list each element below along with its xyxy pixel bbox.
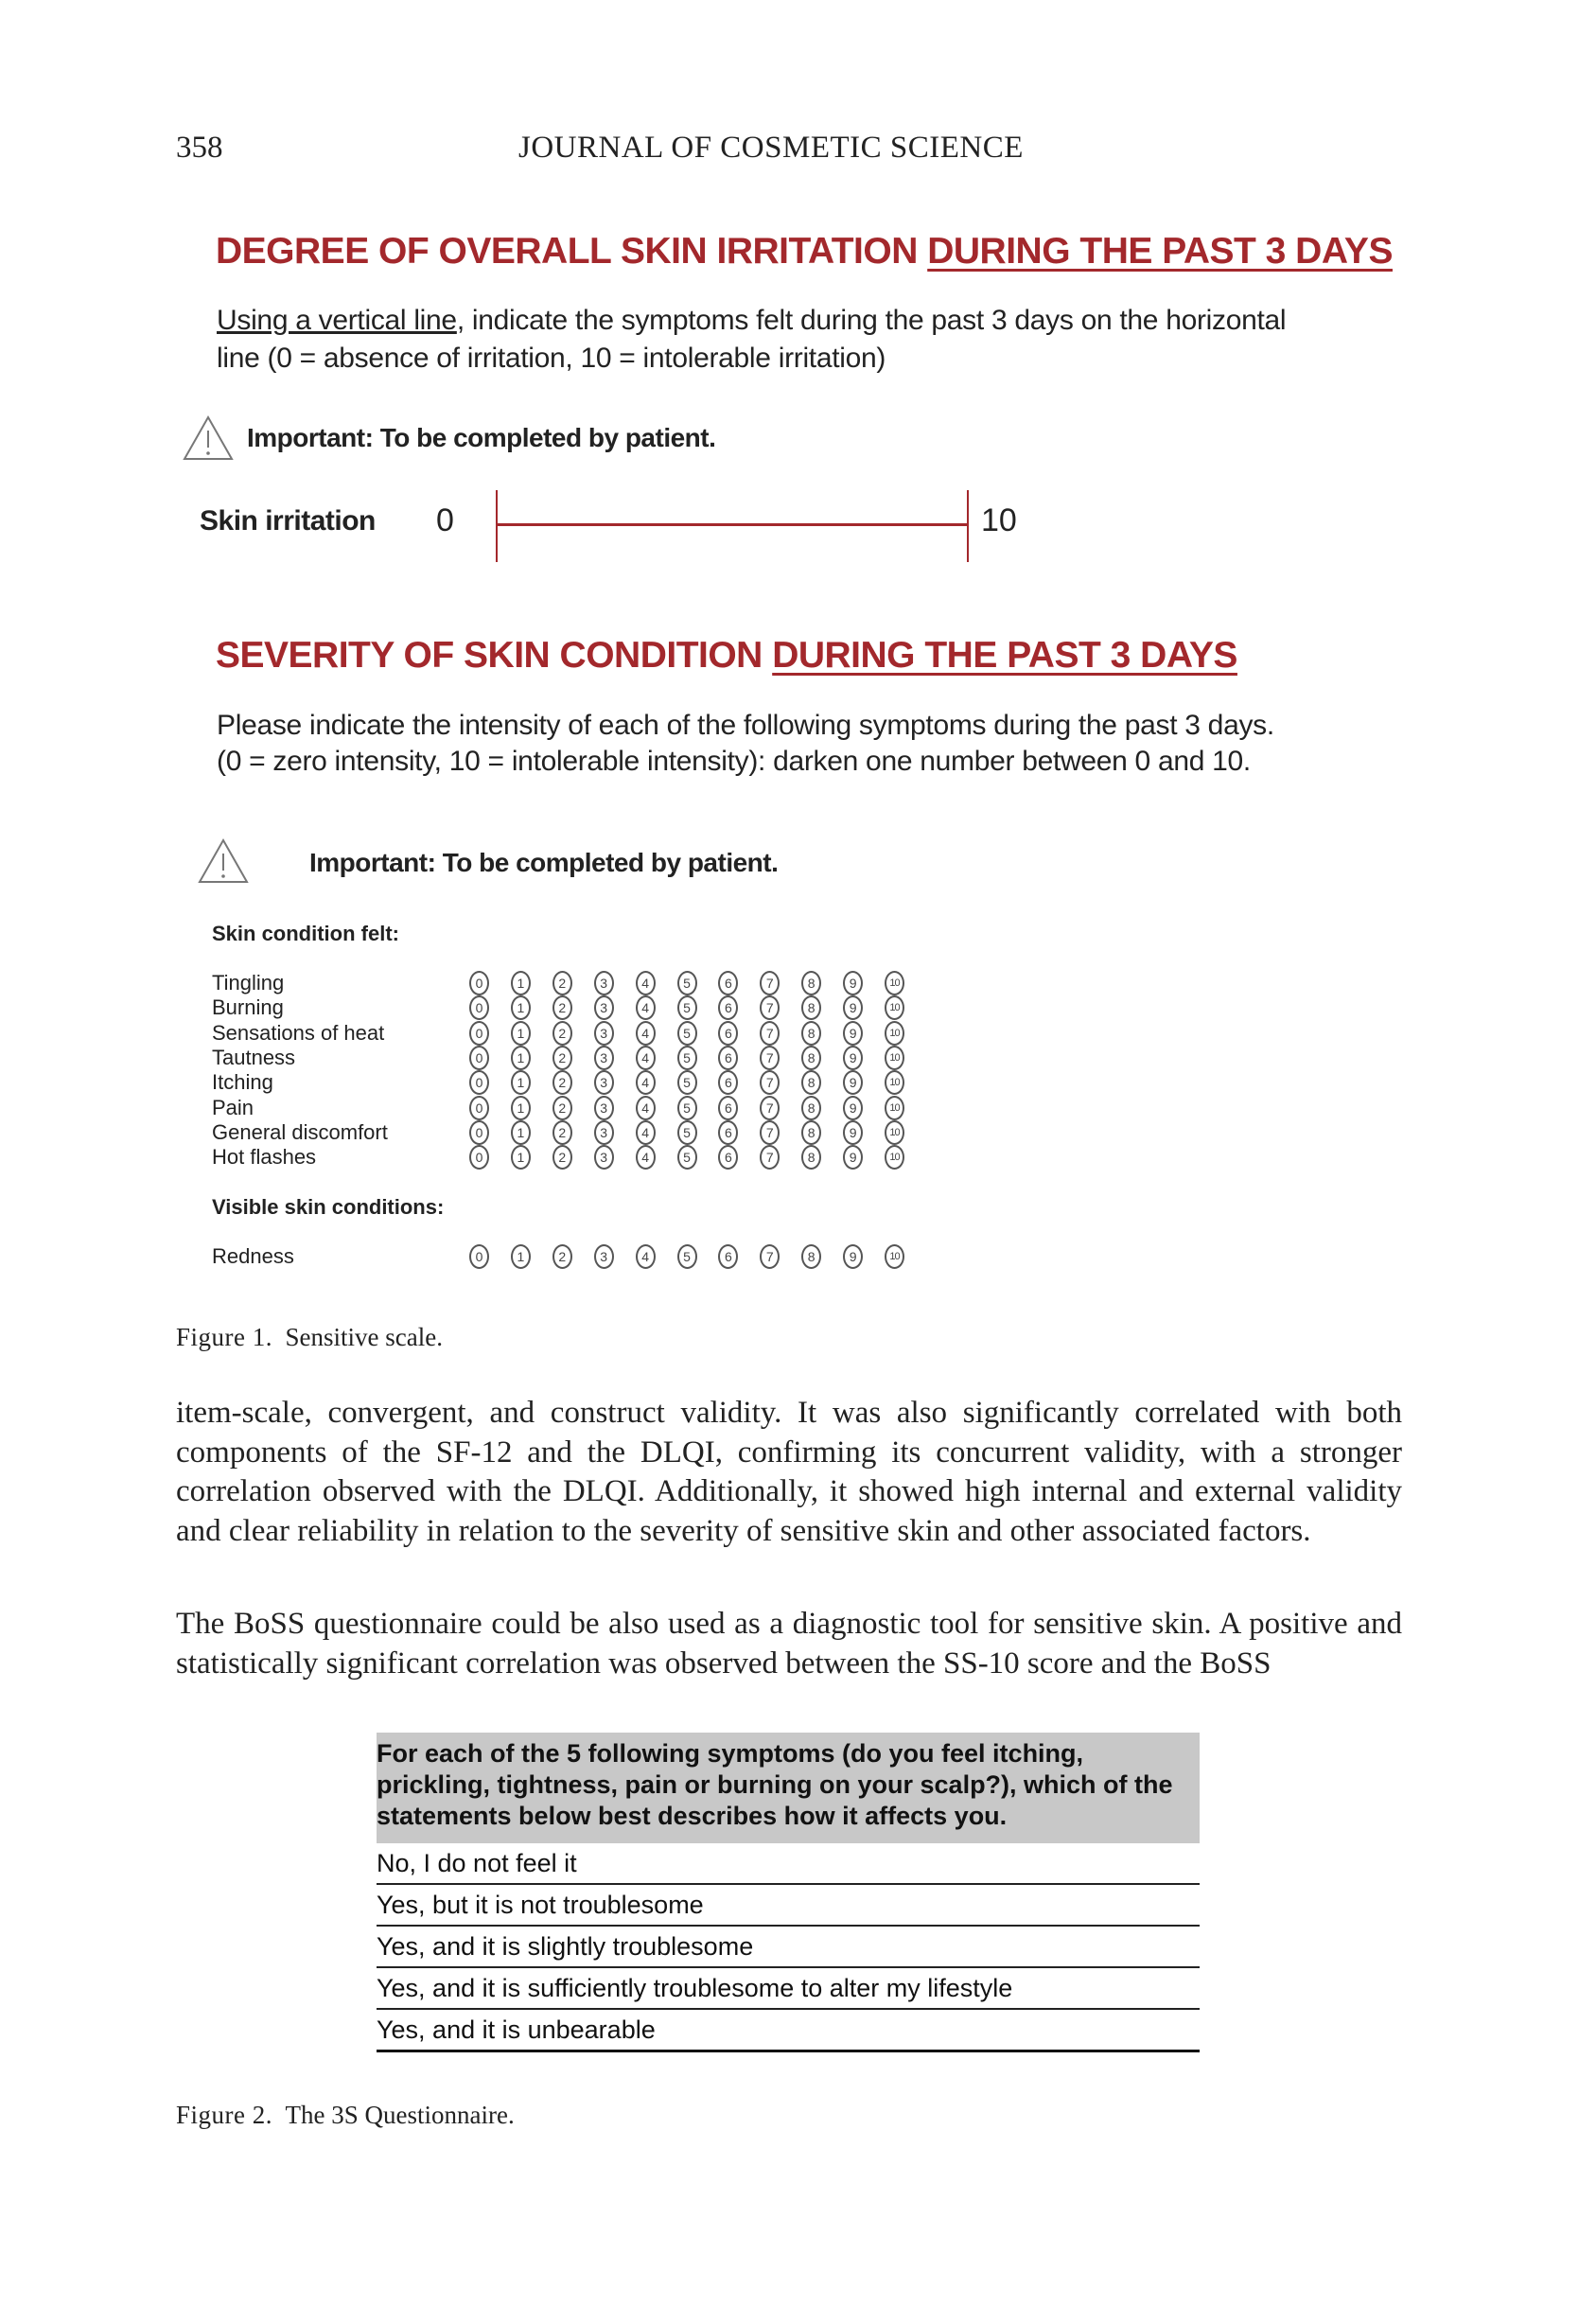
rating-option-10[interactable]: 10	[885, 1120, 904, 1145]
scale-left-tick	[496, 490, 498, 562]
skin-irritation-vas-line[interactable]	[497, 523, 968, 526]
section1-important-note: Important: To be completed by patient.	[247, 423, 716, 452]
rating-option-9[interactable]: 9	[843, 1120, 863, 1145]
rating-option-7[interactable]: 7	[760, 1021, 780, 1046]
rating-option-10[interactable]: 10	[885, 995, 904, 1020]
rating-option-2[interactable]: 2	[552, 1021, 572, 1046]
warning-icon	[197, 837, 250, 885]
section2-heading: SEVERITY OF SKIN CONDITION DURING THE PAST 3 DAYS	[216, 635, 1237, 676]
rating-option-8[interactable]: 8	[801, 1120, 821, 1145]
rating-option-1[interactable]: 1	[511, 971, 531, 995]
answer-option-row: Yes, and it is slightly troublesome	[377, 1927, 1200, 1968]
rating-option-1[interactable]: 1	[511, 1046, 531, 1070]
rating-option-2[interactable]: 2	[552, 1120, 572, 1145]
rating-option-7[interactable]: 7	[760, 1096, 780, 1120]
rating-option-10[interactable]: 10	[885, 1021, 904, 1046]
skin-irritation-label: Skin irritation	[200, 505, 376, 537]
rating-option-8[interactable]: 8	[801, 1096, 821, 1120]
skin-condition-felt-heading: Skin condition felt:	[212, 922, 399, 945]
running-header: JOURNAL OF COSMETIC SCIENCE	[518, 131, 1024, 165]
rating-option-6[interactable]: 6	[718, 971, 738, 995]
rating-option-3[interactable]: 3	[594, 971, 614, 995]
rating-option-4[interactable]: 4	[636, 1120, 656, 1145]
rating-option-10[interactable]: 10	[885, 1046, 904, 1070]
rating-option-7[interactable]: 7	[760, 1145, 780, 1170]
rating-option-9[interactable]: 9	[843, 1244, 863, 1269]
figure1-caption: Figure 1. Sensitive scale.	[176, 1323, 443, 1351]
symptom-label: General discomfort	[212, 1119, 388, 1144]
rating-option-8[interactable]: 8	[801, 1070, 821, 1095]
section2-instruction-line1: Please indicate the intensity of each of the following symptoms during the past 3 days.	[217, 710, 1274, 741]
rating-option-0[interactable]: 0	[469, 1120, 489, 1145]
rating-option-5[interactable]: 5	[677, 1021, 697, 1046]
section1-instruction-line1: Using a vertical line, indicate the symptoms felt during the past 3 days on the horizontal	[217, 305, 1287, 336]
rating-option-9[interactable]: 9	[843, 1046, 863, 1070]
rating-option-2[interactable]: 2	[552, 1046, 572, 1070]
rating-option-1[interactable]: 1	[511, 1120, 531, 1145]
rating-option-3[interactable]: 3	[594, 1145, 614, 1170]
answer-option-row: No, I do not feel it	[377, 1843, 1200, 1885]
rating-option-7[interactable]: 7	[760, 1070, 780, 1095]
symptom-label: Redness	[212, 1244, 294, 1268]
rating-option-1[interactable]: 1	[511, 1244, 531, 1269]
section2-instruction-line2: (0 = zero intensity, 10 = intolerable intensity): darken one number between 0 and 10.	[217, 746, 1251, 777]
rating-option-2[interactable]: 2	[552, 995, 572, 1020]
scale-min-label: 0	[436, 502, 454, 538]
rating-option-6[interactable]: 6	[718, 1021, 738, 1046]
rating-option-4[interactable]: 4	[636, 971, 656, 995]
rating-option-3[interactable]: 3	[594, 1021, 614, 1046]
rating-option-6[interactable]: 6	[718, 1244, 738, 1269]
rating-option-8[interactable]: 8	[801, 1244, 821, 1269]
rating-option-3[interactable]: 3	[594, 995, 614, 1020]
rating-option-0[interactable]: 0	[469, 971, 489, 995]
rating-option-10[interactable]: 10	[885, 1070, 904, 1095]
section2-important-note: Important: To be completed by patient.	[309, 848, 779, 877]
rating-option-6[interactable]: 6	[718, 1096, 738, 1120]
visible-skin-conditions-heading: Visible skin conditions:	[212, 1195, 445, 1219]
rating-option-0[interactable]: 0	[469, 995, 489, 1020]
rating-option-5[interactable]: 5	[677, 1096, 697, 1120]
rating-option-4[interactable]: 4	[636, 995, 656, 1020]
3s-questionnaire-table	[377, 1733, 1200, 2052]
rating-option-4[interactable]: 4	[636, 1096, 656, 1120]
symptom-label: Sensations of heat	[212, 1020, 385, 1045]
symptom-label: Burning	[212, 995, 284, 1020]
rating-option-7[interactable]: 7	[760, 1046, 780, 1070]
rating-option-10[interactable]: 10	[885, 1096, 904, 1120]
rating-option-6[interactable]: 6	[718, 995, 738, 1020]
body-paragraph-2: The BoSS questionnaire could be also used as a diagnostic tool for sensitive skin. A positive and statistically significant correlation was observed between the SS-10 score and the BoSS	[176, 1607, 1402, 1681]
rating-option-3[interactable]: 3	[594, 1046, 614, 1070]
rating-option-8[interactable]: 8	[801, 1046, 821, 1070]
rating-option-2[interactable]: 2	[552, 971, 572, 995]
rating-option-10[interactable]: 10	[885, 971, 904, 995]
rating-option-4[interactable]: 4	[636, 1021, 656, 1046]
rating-option-9[interactable]: 9	[843, 1096, 863, 1120]
rating-option-8[interactable]: 8	[801, 1145, 821, 1170]
scale-right-tick	[967, 490, 969, 562]
rating-option-9[interactable]: 9	[843, 1145, 863, 1170]
symptom-label: Pain	[212, 1095, 254, 1119]
body-paragraph-1: item-scale, convergent, and construct validity. It was also significantly correlated with both components of the SF-12 and the DLQI, confirming its concurrent validity, with a stronger correlation observed with the DLQI. Additionally, it showed high internal and external validity and clear reliability in relation to the severity of sensitive skin and other associated factors.	[176, 1396, 1402, 1549]
symptom-label: Itching	[212, 1070, 273, 1095]
rating-option-2[interactable]: 2	[552, 1244, 572, 1269]
rating-option-9[interactable]: 9	[843, 1021, 863, 1046]
rating-option-6[interactable]: 6	[718, 1120, 738, 1145]
rating-option-9[interactable]: 9	[843, 1070, 863, 1095]
answer-option-row: Yes, and it is sufficiently troublesome to alter my lifestyle	[377, 1968, 1200, 2010]
rating-option-4[interactable]: 4	[636, 1244, 656, 1269]
rating-option-1[interactable]: 1	[511, 1070, 531, 1095]
symptom-label: Hot flashes	[212, 1145, 317, 1170]
rating-option-4[interactable]: 4	[636, 1046, 656, 1070]
rating-option-6[interactable]: 6	[718, 1145, 738, 1170]
rating-option-1[interactable]: 1	[511, 1145, 531, 1170]
rating-option-7[interactable]: 7	[760, 1244, 780, 1269]
rating-option-4[interactable]: 4	[636, 1070, 656, 1095]
rating-option-7[interactable]: 7	[760, 995, 780, 1020]
rating-option-5[interactable]: 5	[677, 1046, 697, 1070]
rating-option-0[interactable]: 0	[469, 1145, 489, 1170]
rating-option-10[interactable]: 10	[885, 1145, 904, 1170]
section1-heading: DEGREE OF OVERALL SKIN IRRITATION DURING THE PAST 3 DAYS	[216, 231, 1393, 272]
warning-icon	[182, 414, 235, 462]
rating-option-5[interactable]: 5	[677, 1070, 697, 1095]
rating-option-0[interactable]: 0	[469, 1046, 489, 1070]
rating-option-5[interactable]: 5	[677, 971, 697, 995]
rating-option-5[interactable]: 5	[677, 1120, 697, 1145]
page-number: 358	[176, 131, 223, 165]
rating-option-6[interactable]: 6	[718, 1070, 738, 1095]
symptom-label: Tingling	[212, 971, 285, 995]
rating-option-9[interactable]: 9	[843, 971, 863, 995]
rating-option-8[interactable]: 8	[801, 971, 821, 995]
rating-option-6[interactable]: 6	[718, 1046, 738, 1070]
scale-max-label: 10	[981, 502, 1017, 538]
rating-option-2[interactable]: 2	[552, 1096, 572, 1120]
rating-option-1[interactable]: 1	[511, 1021, 531, 1046]
rating-option-8[interactable]: 8	[801, 1021, 821, 1046]
rating-option-7[interactable]: 7	[760, 971, 780, 995]
rating-option-1[interactable]: 1	[511, 1096, 531, 1120]
rating-option-3[interactable]: 3	[594, 1244, 614, 1269]
table-header-question: For each of the 5 following symptoms (do you feel itching, prickling, tightness, pain or burning on your scalp?), which of the statements below best describes how it affects you.	[377, 1733, 1200, 1843]
rating-option-1[interactable]: 1	[511, 995, 531, 1020]
rating-option-9[interactable]: 9	[843, 995, 863, 1020]
rating-option-7[interactable]: 7	[760, 1120, 780, 1145]
rating-option-5[interactable]: 5	[677, 995, 697, 1020]
rating-option-3[interactable]: 3	[594, 1070, 614, 1095]
rating-option-8[interactable]: 8	[801, 995, 821, 1020]
rating-option-2[interactable]: 2	[552, 1070, 572, 1095]
rating-option-0[interactable]: 0	[469, 1070, 489, 1095]
rating-option-4[interactable]: 4	[636, 1145, 656, 1170]
rating-option-3[interactable]: 3	[594, 1096, 614, 1120]
rating-option-5[interactable]: 5	[677, 1244, 697, 1269]
answer-option-row: Yes, and it is unbearable	[377, 2010, 1200, 2052]
figure2-caption: Figure 2. The 3S Questionnaire.	[176, 2101, 515, 2129]
rating-option-0[interactable]: 0	[469, 1244, 489, 1269]
rating-option-2[interactable]: 2	[552, 1145, 572, 1170]
rating-option-0[interactable]: 0	[469, 1021, 489, 1046]
rating-option-0[interactable]: 0	[469, 1096, 489, 1120]
rating-option-10[interactable]: 10	[885, 1244, 904, 1269]
rating-option-5[interactable]: 5	[677, 1145, 697, 1170]
section1-instruction-line2: line (0 = absence of irritation, 10 = intolerable irritation)	[217, 343, 886, 374]
rating-option-3[interactable]: 3	[594, 1120, 614, 1145]
symptom-label: Tautness	[212, 1045, 296, 1069]
answer-option-row: Yes, but it is not troublesome	[377, 1885, 1200, 1927]
